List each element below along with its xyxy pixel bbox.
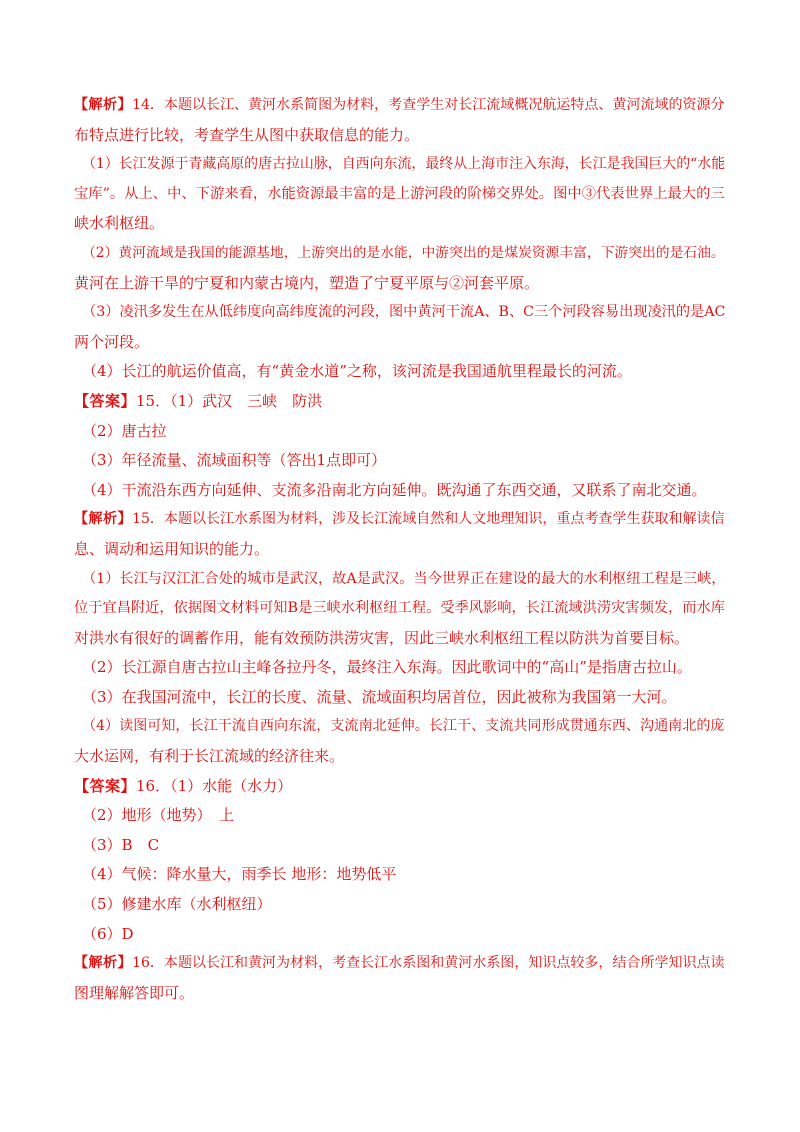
text-line: （2）唐古拉 bbox=[82, 421, 167, 440]
text-line: （4）气候：降水量大，雨季长 地形：地势低平 bbox=[82, 865, 397, 884]
text-line: 14．本题以长江、黄河水系简图为材料，考查学生对长江流域概况航运特点、黄河流域的资源分 bbox=[132, 97, 725, 113]
text-line: 峡水利枢纽。 bbox=[74, 214, 165, 233]
answer-label: 【答案】 bbox=[74, 391, 137, 410]
text-line: （1）长江发源于青藏高原的唐古拉山脉，自西向东流，最终从上海市注入东海，长江是我国巨大的“水能 bbox=[82, 156, 726, 173]
text-line: 黄河在上游干旱的宁夏和内蒙古境内，塑造了宁夏平原与②河套平原。 bbox=[74, 273, 540, 292]
text-line: 宝库”。从上、中、下游来看，水能资源最丰富的是上游河段的阶梯交界处。图中③代表世界上最大的三 bbox=[74, 185, 725, 202]
analysis-label: 【解析】 bbox=[74, 97, 133, 113]
text-line: （2）黄河流域是我国的能源基地，上游突出的是水能，中游突出的是煤炭资源丰富，下游突出的是石油。 bbox=[82, 244, 725, 261]
text-line: （4）读图可知，长江干流自西向东流，支流南北延伸。长江干、支流共同形成贯通东西、沟通南北的庞 bbox=[82, 718, 725, 735]
text-line: （2）长江源自唐古拉山主峰各拉丹冬，最终注入东海。因此歌词中的“高山”是指唐古拉山。 bbox=[82, 658, 692, 677]
text-line: 位于宜昌附近，依据图文材料可知B是三峡水利枢纽工程。受季风影响，长江流域洪涝灾害频发，而水库 bbox=[74, 600, 726, 617]
text-line: （3）凌汛多发生在从低纬度向高纬度流的河段，图中黄河干流A、B、C三个河段容易出现凌汛的是AC bbox=[82, 304, 726, 321]
answer-label: 【答案】 bbox=[74, 776, 137, 795]
text-line: 布特点进行比较，考查学生从图中获取信息的能力。 bbox=[74, 125, 420, 144]
text-line: （6）D bbox=[82, 924, 134, 943]
text-line: 对洪水有很好的调蓄作用，能有效预防洪涝灾害，因此三峡水利枢纽工程以防洪为首要目标。 bbox=[74, 628, 690, 647]
text-line: （3）B C bbox=[82, 835, 160, 854]
text-line: 息、调动和运用知识的能力。 bbox=[74, 539, 270, 558]
analysis-16-line bbox=[74, 949, 730, 979]
text-line: （2）地形（地势） 上 bbox=[82, 806, 235, 825]
analysis-label: 【解析】 bbox=[74, 955, 133, 972]
text-line: （5）修建水库（水利枢纽） bbox=[82, 895, 272, 914]
text-line: 图理解解答即可。 bbox=[74, 983, 195, 1002]
text-line: 两个河段。 bbox=[74, 332, 150, 351]
answer-15-line bbox=[74, 387, 730, 417]
text-line: （1）长江与汉江汇合处的城市是武汉，故A是武汉。当今世界正在建设的最大的水利枢纽工程是三峡， bbox=[82, 570, 726, 587]
analysis-15-line bbox=[74, 505, 730, 535]
text-line: 16．本题以长江和黄河为材料，考查长江水系图和黄河水系图，知识点较多，结合所学知识点读 bbox=[132, 955, 725, 972]
text-line: 大水运网，有利于长江流域的经济往来。 bbox=[74, 747, 345, 766]
text-line: 15．（1）武汉 三峡 防洪 bbox=[136, 391, 323, 410]
text-line: （3）在我国河流中，长江的长度、流量、流域面积均居首位，因此被称为我国第一大河。 bbox=[82, 687, 677, 706]
answer-16-line bbox=[74, 772, 730, 802]
text-line: 15．本题以长江水系图为材料，涉及长江流域自然和人文地理知识，重点考查学生获取和解读信 bbox=[132, 511, 725, 528]
text-line: （3）年径流量、流域面积等（答出1点即可） bbox=[82, 451, 387, 470]
text-line: （4）长江的航运价值高，有“黄金水道”之称，该河流是我国通航里程最长的河流。 bbox=[82, 362, 632, 381]
text-line: （4）干流沿东西方向延伸、支流多沿南北方向延伸。既沟通了东西交通，又联系了南北交通。 bbox=[82, 480, 707, 499]
analysis-14-line bbox=[74, 91, 730, 121]
answer-key-content bbox=[74, 91, 730, 1008]
analysis-label: 【解析】 bbox=[74, 511, 133, 528]
text-line: 16．（1）水能（水力） bbox=[136, 776, 293, 795]
